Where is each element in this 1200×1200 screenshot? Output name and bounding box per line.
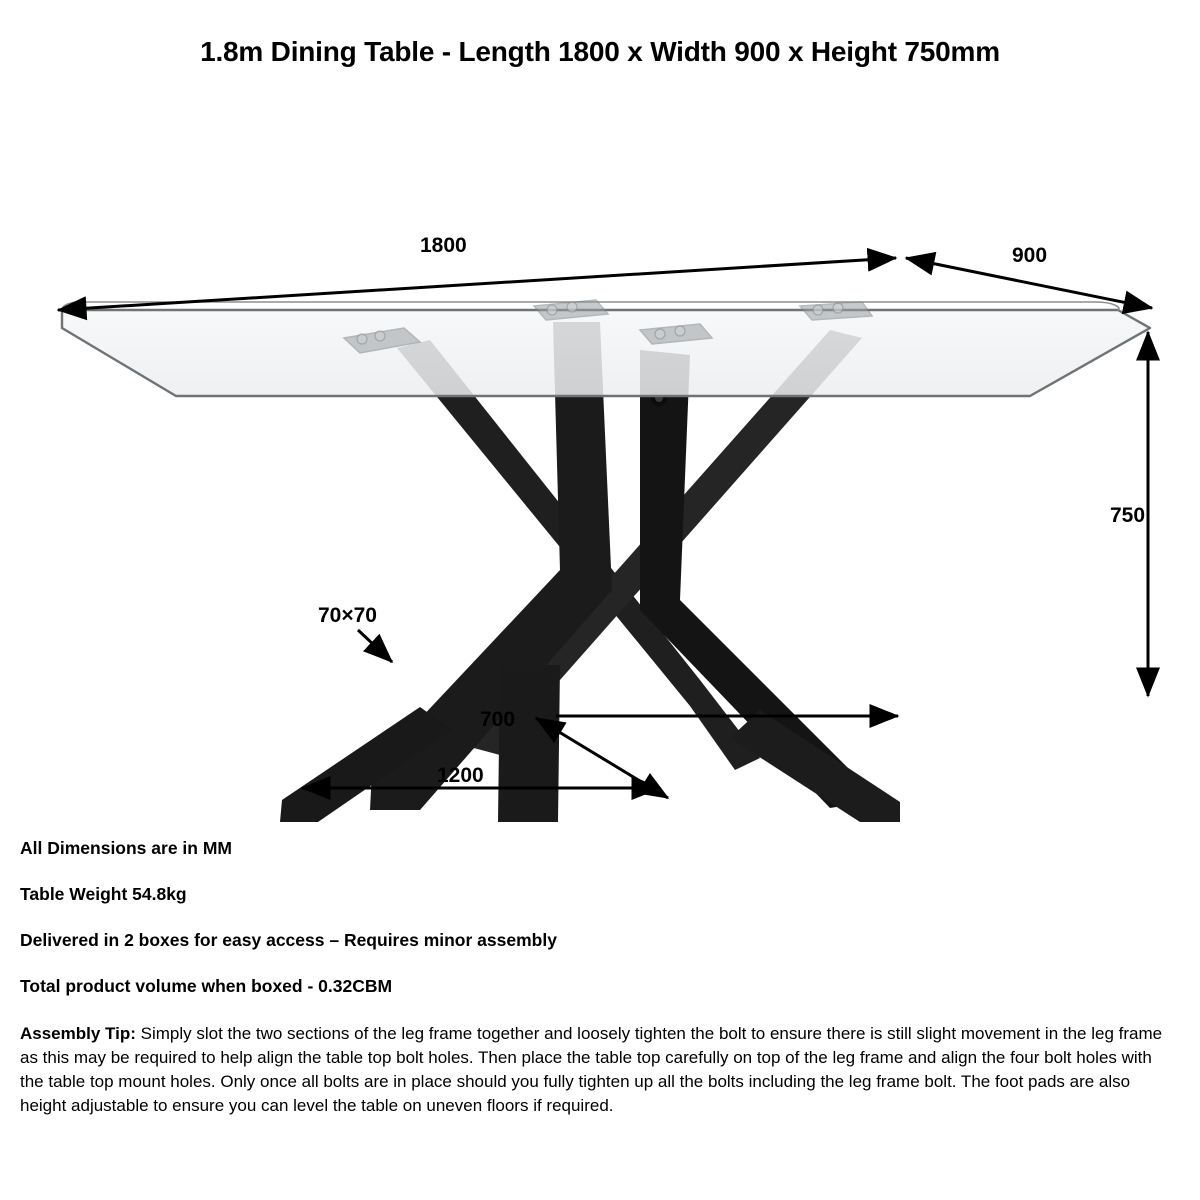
assembly-tip-label: Assembly Tip: — [20, 1023, 136, 1043]
dimension-height-750 — [1110, 332, 1148, 696]
assembly-tip — [20, 1022, 1180, 1119]
dimension-leg-profile-label: 70×70 — [318, 604, 377, 627]
note-table-weight: Table Weight 54.8kg — [20, 883, 187, 904]
dimension-depth-label: 700 — [480, 708, 516, 731]
dimension-height-label: 750 — [1110, 504, 1146, 527]
note-volume: Total product volume when boxed - 0.32CBM — [20, 975, 393, 996]
table-dimension-diagram — [0, 210, 1200, 830]
glass-table-top — [62, 300, 1150, 396]
dimension-span-label: 1200 — [437, 764, 484, 787]
dimension-length-label: 1800 — [420, 234, 467, 257]
note-delivery: Delivered in 2 boxes for easy access – Requires minor assembly — [20, 929, 557, 950]
dimension-length-1800 — [58, 234, 896, 310]
notes-list — [20, 838, 1180, 1118]
dimension-leg-profile — [318, 604, 392, 662]
note-dimensions-unit: All Dimensions are in MM — [20, 838, 232, 858]
dimension-width-label: 900 — [1012, 244, 1048, 267]
dimension-width-900 — [906, 244, 1152, 308]
assembly-tip-text: Simply slot the two sections of the leg frame together and loosely tighten the bolt to ensure there is still slight movement in the leg frame as this may be required to help align the table top bolt holes. Then place the table top carefully on top of the leg frame and align the four bolt holes with the table top mount holes. Only once all bolts are in place should you fully tighten up all the bolts including the leg frame bolt. The foot pads are also height adjustable to ensure you can level the table on uneven floors if required. — [20, 1023, 1163, 1115]
page-title: 1.8m Dining Table - Length 1800 x Width 900 x Height 750mm — [200, 36, 1000, 67]
